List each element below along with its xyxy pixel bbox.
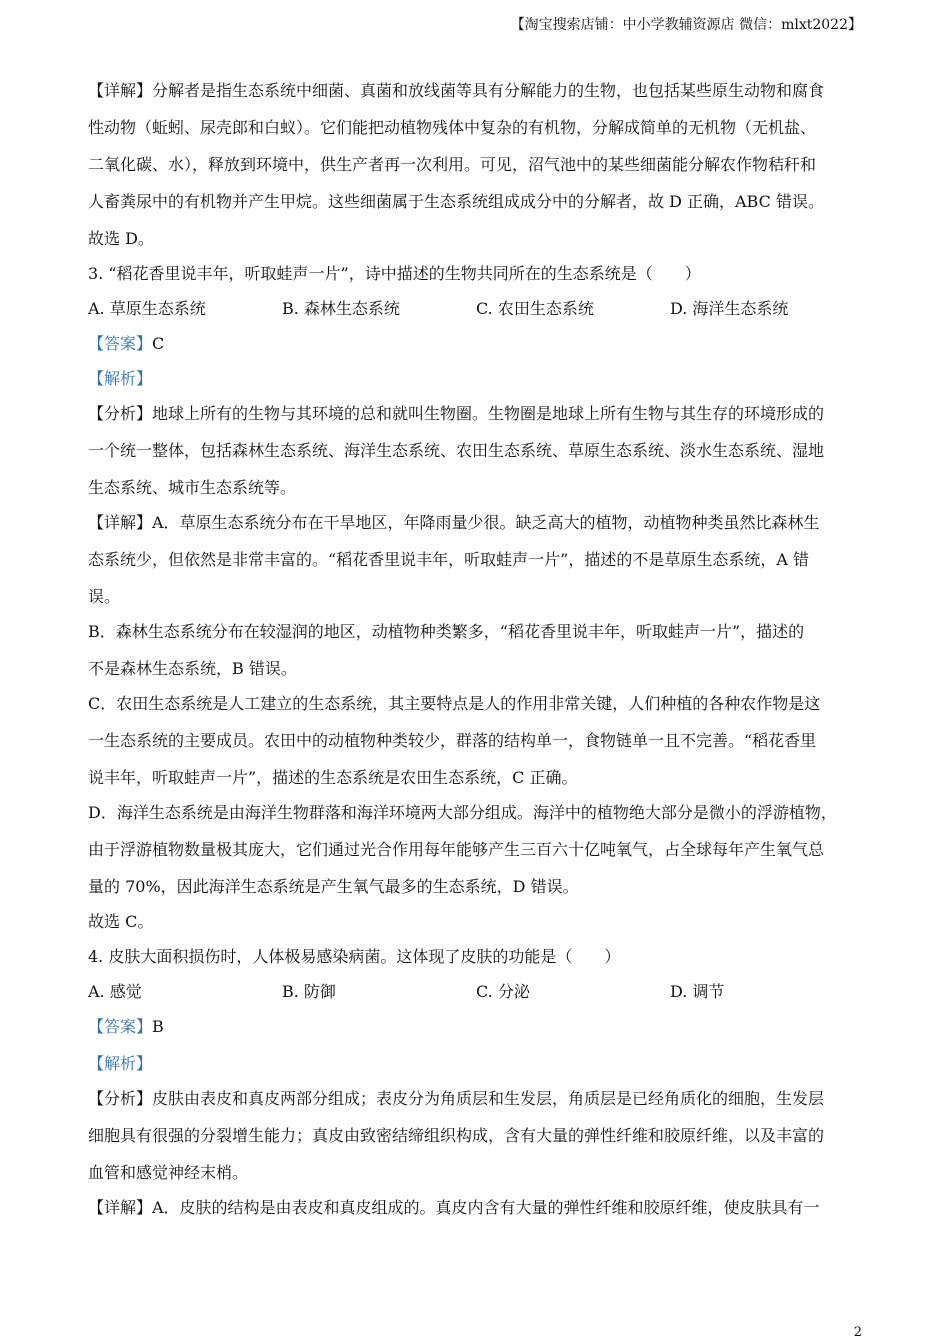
q3-option-c: C. 农田生态系统 <box>476 299 594 318</box>
q3-detail-line: C．农田生态系统是人工建立的生态系统，其主要特点是人的作用非常关键，人们种植的各种农作物是这 <box>88 694 821 713</box>
q2-detail-line: 【详解】分解者是指生态系统中细菌、真菌和放线菌等具有分解能力的生物，也包括某些原生动物和腐食 <box>88 81 825 100</box>
q4-analysis-line: 血管和感觉神经末梢。 <box>88 1163 249 1182</box>
q3-analysis-line: 一个统一整体，包括森林生态系统、海洋生态系统、农田生态系统、草原生态系统、淡水生态系统、湿地 <box>88 441 825 460</box>
q4-analysis-label: 【解析】 <box>88 1054 153 1073</box>
q2-detail-line: 人畜粪尿中的有机物并产生甲烷。这些细菌属于生态系统组成成分中的分解者，故 D 正确，ABC 错误。 <box>88 192 824 211</box>
q3-detail-line: 误。 <box>88 587 121 606</box>
q3-detail-line: 由于浮游植物数量极其庞大，它们通过光合作用每年能够产生三百六十亿吨氧气，占全球每年产生氧气总 <box>88 840 825 859</box>
q4-option-c: C. 分泌 <box>476 982 530 1001</box>
q3-conclusion: 故选 C。 <box>88 912 154 931</box>
q2-detail-line: 二氧化碳、水），释放到环境中，供生产者再一次利用。可见，沼气池中的某些细菌能分解农作物秸秆和 <box>88 155 817 174</box>
q3-detail-line: 一生态系统的主要成员。农田中的动植物种类较少，群落的结构单一，食物链单一且不完善。“稻花香里 <box>88 731 817 750</box>
q3-stem: 3. “稻花香里说丰年，听取蛙声一片”，诗中描述的生物共同所在的生态系统是（ ） <box>88 264 701 283</box>
q3-detail-line: 说丰年，听取蛙声一片”，描述的生态系统是农田生态系统，C 正确。 <box>88 768 578 787</box>
answer-label: 【答案】 <box>88 334 153 353</box>
q3-detail-line: 态系统少，但依然是非常丰富的。“稻花香里说丰年，听取蛙声一片”，描述的不是草原生态系统，A 错 <box>88 550 810 569</box>
page-header: 【淘宝搜索店铺：中小学教辅资源店 微信：mlxt2022】 <box>510 17 862 33</box>
q3-analysis-label: 【解析】 <box>88 369 153 388</box>
answer-value: B <box>152 1017 164 1036</box>
q4-analysis-line: 【分析】皮肤由表皮和真皮两部分组成；表皮分为角质层和生发层，角质层是已经角质化的细胞，生发层 <box>88 1089 825 1108</box>
q4-option-a: A. 感觉 <box>88 982 142 1001</box>
q3-answer <box>88 333 164 355</box>
q3-detail-line: D．海洋生态系统是由海洋生物群落和海洋环境两大部分组成。海洋中的植物绝大部分是微小的浮游植物， <box>88 803 837 822</box>
q4-detail-line: 【详解】A．皮肤的结构是由表皮和真皮组成的。真皮内含有大量的弹性纤维和胶原纤维，使皮肤具有一 <box>88 1198 820 1217</box>
q3-detail-line: B．森林生态系统分布在较湿润的地区，动植物种类繁多，“稻花香里说丰年，听取蛙声一片”，描述的 <box>88 622 805 641</box>
q3-detail-line: 不是森林生态系统，B 错误。 <box>88 659 297 678</box>
answer-label: 【答案】 <box>88 1017 153 1036</box>
q4-option-d: D. 调节 <box>670 982 725 1001</box>
q2-detail-line: 性动物（蚯蚓、尿壳郎和白蚁）。它们能把动植物残体中复杂的有机物，分解成简单的无机物（无机盐、 <box>88 118 817 137</box>
q3-analysis-line: 【分析】地球上所有的生物与其环境的总和就叫生物圈。生物圈是地球上所有生物与其生存的环境形成的 <box>88 404 825 423</box>
q4-answer <box>88 1016 164 1038</box>
q3-option-d: D. 海洋生态系统 <box>670 299 789 318</box>
q3-detail-line: 【详解】A．草原生态系统分布在干旱地区，年降雨量少很。缺乏高大的植物，动植物种类虽然比森林生 <box>88 513 820 532</box>
q2-conclusion: 故选 D。 <box>88 229 154 248</box>
q4-stem: 4. 皮肤大面积损伤时，人体极易感染病菌。这体现了皮肤的功能是（ ） <box>88 947 621 966</box>
page-number: 2 <box>853 1325 862 1340</box>
q3-option-b: B. 森林生态系统 <box>282 299 400 318</box>
q4-analysis-line: 细胞具有很强的分裂增生能力；真皮由致密结缔组织构成，含有大量的弹性纤维和胶原纤维，以及丰富的 <box>88 1126 825 1145</box>
q3-option-a: A. 草原生态系统 <box>88 299 206 318</box>
q3-detail-line: 量的 70%，因此海洋生态系统是产生氧气最多的生态系统，D 错误。 <box>88 877 579 896</box>
q3-analysis-line: 生态系统、城市生态系统等。 <box>88 478 297 497</box>
q4-option-b: B. 防御 <box>282 982 336 1001</box>
answer-value: C <box>152 334 165 353</box>
